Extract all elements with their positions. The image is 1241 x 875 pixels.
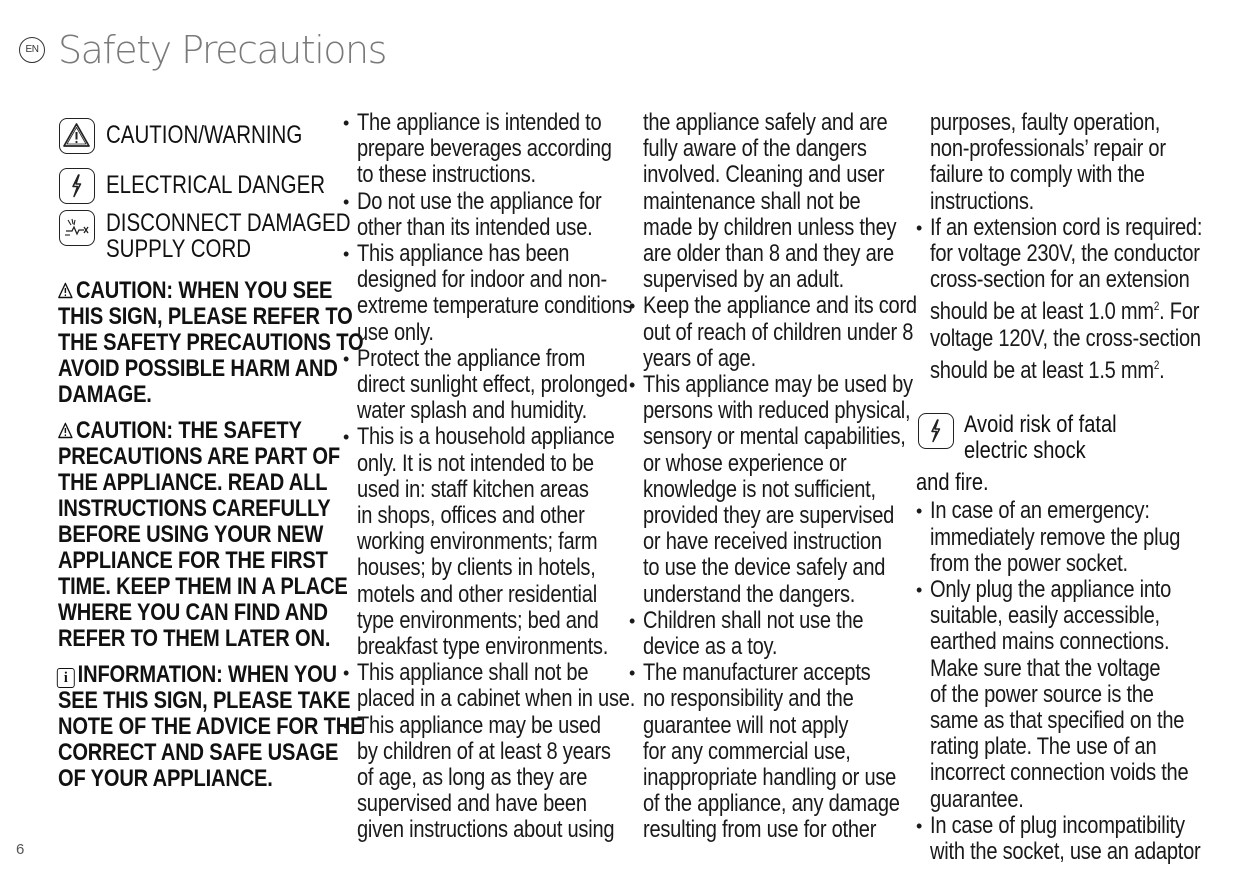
- line: the appliance safely and are: [643, 109, 888, 136]
- line: inappropriate handling or use: [643, 764, 897, 792]
- line: knowledge is not sufficient,: [643, 475, 876, 503]
- list-item: [629, 660, 901, 843]
- note-line: INSTRUCTIONS CAREFULLY: [58, 495, 331, 522]
- page-number: 6: [16, 841, 25, 858]
- line: purposes, faulty operation,: [930, 109, 1161, 136]
- instructions-column-3: [629, 109, 917, 844]
- line: Children shall not use the: [643, 606, 864, 634]
- note-line: PRECAUTIONS ARE PART OF: [58, 443, 340, 470]
- instructions-column-2: [343, 109, 636, 844]
- electric-shock-heading-tail: [916, 470, 1206, 496]
- line: . For: [1159, 298, 1200, 326]
- list-item: [916, 110, 1206, 215]
- legend-label: CAUTION/WARNING: [106, 121, 303, 149]
- bullet-list: [916, 498, 1206, 865]
- line: of age, as long as they are: [357, 764, 588, 792]
- note-line: REFER TO THEM LATER ON.: [58, 625, 331, 652]
- page-header: [0, 0, 1241, 100]
- line: working environments; farm: [357, 528, 598, 556]
- line: If an extension cord is required:: [930, 213, 1203, 241]
- note-line: DAMAGE.: [58, 381, 152, 408]
- heading-line: electric shock: [964, 437, 1086, 465]
- line: type environments; bed and: [357, 606, 599, 634]
- line: cross-section for an extension: [930, 266, 1190, 294]
- legend-caution-warning: [58, 110, 324, 150]
- line: supervised and have been: [357, 790, 587, 818]
- list-item: [343, 659, 636, 713]
- line: houses; by clients in hotels,: [357, 554, 596, 582]
- info-icon: i: [57, 668, 75, 688]
- line: direct sunlight effect, prolonged: [357, 371, 628, 399]
- list-item: [629, 110, 901, 293]
- line: water splash and humidity.: [357, 397, 587, 425]
- note-line: THE APPLIANCE. READ ALL: [58, 469, 328, 496]
- information-note: [58, 661, 364, 792]
- electric-shock-heading: [916, 412, 1206, 470]
- bullet-list-extension-cord: [916, 215, 1206, 385]
- lightning-bolt-icon: [918, 413, 954, 449]
- superscript: 2: [1153, 299, 1160, 314]
- warning-triangle-icon: [59, 118, 95, 154]
- list-item: [343, 240, 633, 346]
- line: breakfast type environments.: [357, 633, 609, 661]
- note-line: WHERE YOU CAN FIND AND: [58, 599, 328, 626]
- line: made by children unless they: [643, 213, 897, 241]
- line: are older than 8 and they are: [643, 240, 894, 268]
- line: out of reach of children under 8: [643, 318, 914, 346]
- legend-electrical-danger: [58, 160, 324, 200]
- bullet-list: [343, 109, 636, 844]
- caution-note-sign: [58, 277, 364, 408]
- note-line: NOTE OF THE ADVICE FOR THE: [58, 713, 364, 740]
- line: Make sure that the voltage: [930, 654, 1161, 682]
- line: should be at least 1.5 mm: [930, 357, 1154, 385]
- list-item: [343, 713, 615, 844]
- line: years of age.: [643, 344, 756, 372]
- line: provided they are supervised: [643, 502, 895, 530]
- line: other than its intended use.: [357, 213, 593, 241]
- list-item: [343, 344, 628, 425]
- line: resulting from use for other: [643, 816, 877, 844]
- note-line: BEFORE USING YOUR NEW: [58, 521, 324, 548]
- damaged-cord-icon: [59, 210, 95, 246]
- line: supervised by an adult.: [643, 266, 844, 294]
- line: non-professionals’ repair or: [930, 135, 1166, 163]
- line: used in: staff kitchen areas: [357, 475, 589, 503]
- bullet-list: [916, 110, 1206, 215]
- line: maintenance shall not be: [643, 187, 861, 215]
- line: in shops, offices and other: [357, 502, 585, 530]
- note-line: THIS SIGN, PLEASE REFER TO: [58, 303, 353, 330]
- line: voltage 120V, the cross-section: [930, 324, 1201, 352]
- line: Protect the appliance from: [357, 344, 586, 372]
- line: The appliance is intended to: [357, 109, 602, 136]
- line: In case of an emergency:: [930, 497, 1150, 525]
- note-line: CORRECT AND SAFE USAGE: [58, 739, 339, 766]
- line: to these instructions.: [357, 161, 536, 189]
- heading-line: and fire.: [916, 469, 989, 497]
- line: This appliance may be used by: [643, 371, 913, 399]
- line: fully aware of the dangers: [643, 135, 867, 163]
- line: sensory or mental capabilities,: [643, 423, 906, 451]
- line: This appliance may be used: [357, 711, 601, 739]
- line: of the appliance, any damage: [643, 790, 900, 818]
- bullet-list: [629, 109, 917, 844]
- note-line: OF YOUR APPLIANCE.: [58, 765, 273, 792]
- line: with the socket, use an adaptor: [930, 837, 1201, 865]
- line: This appliance shall not be: [357, 659, 589, 687]
- note-line: SEE THIS SIGN, PLEASE TAKE: [58, 687, 351, 714]
- line: The manufacturer accepts: [643, 659, 871, 687]
- page-title: Safety Precautions: [58, 28, 386, 72]
- superscript: 2: [1153, 357, 1160, 372]
- line: In case of plug incompatibility: [930, 811, 1185, 839]
- note-line: AVOID POSSIBLE HARM AND: [58, 355, 338, 382]
- line: designed for indoor and non-: [357, 266, 608, 294]
- note-line: CAUTION: WHEN YOU SEE: [76, 277, 333, 304]
- line: motels and other residential: [357, 580, 597, 608]
- list-item: [343, 110, 615, 189]
- instructions-column-4: [916, 110, 1206, 865]
- line: immediately remove the plug: [930, 523, 1181, 551]
- line: Do not use the appliance for: [357, 187, 602, 215]
- list-item: [343, 424, 615, 660]
- caution-note-read-instructions: [58, 417, 348, 652]
- line: rating plate. The use of an: [930, 733, 1157, 761]
- legend-column: [58, 110, 364, 802]
- list-item: [916, 813, 1206, 865]
- line: use only.: [357, 318, 434, 346]
- legend-damaged-cord: [58, 209, 351, 268]
- line: guarantee will not apply: [643, 711, 849, 739]
- legend-label-line: DISCONNECT DAMAGED: [106, 209, 351, 237]
- note-line: APPLIANCE FOR THE FIRST: [58, 547, 328, 574]
- line: guarantee.: [930, 785, 1024, 813]
- line: suitable, easily accessible,: [930, 602, 1160, 630]
- note-line: THE SAFETY PRECAUTIONS TO: [58, 329, 364, 356]
- line: This appliance has been: [357, 240, 570, 268]
- line: of the power source is the: [930, 680, 1154, 708]
- list-item: [629, 292, 917, 372]
- list-item: [916, 577, 1206, 813]
- list-item: [916, 215, 1206, 385]
- line: This is a household appliance: [357, 423, 615, 451]
- line: no responsibility and the: [643, 685, 854, 713]
- legend-label: ELECTRICAL DANGER: [106, 171, 326, 199]
- line: to use the device safely and: [643, 554, 886, 582]
- line: earthed mains connections.: [930, 628, 1170, 656]
- line: Keep the appliance and its cord: [643, 292, 917, 320]
- line: or have received instruction: [643, 528, 882, 556]
- line: incorrect connection voids the: [930, 759, 1189, 787]
- list-item: [629, 608, 901, 660]
- warning-triangle-icon: [58, 422, 73, 439]
- lightning-bolt-icon: [59, 168, 95, 204]
- line: for any commercial use,: [643, 737, 851, 765]
- line: prepare beverages according: [357, 135, 612, 163]
- line: same as that specified on the: [930, 706, 1185, 734]
- note-line: CAUTION: THE SAFETY: [76, 417, 302, 444]
- line: only. It is not intended to be: [357, 449, 594, 477]
- warning-triangle-icon: [58, 282, 73, 299]
- line: from the power socket.: [930, 549, 1128, 577]
- line: persons with reduced physical,: [643, 397, 911, 425]
- line: or whose experience or: [643, 449, 847, 477]
- line: should be at least 1.0 mm: [930, 298, 1154, 326]
- line: for voltage 230V, the conductor: [930, 240, 1200, 268]
- line: device as a toy.: [643, 633, 778, 661]
- line: .: [1159, 357, 1165, 385]
- line: understand the dangers.: [643, 580, 856, 608]
- heading-line: Avoid risk of fatal: [964, 411, 1117, 439]
- list-item: [916, 498, 1206, 577]
- note-line: TIME. KEEP THEM IN A PLACE: [58, 573, 348, 600]
- language-badge: EN: [19, 37, 45, 63]
- note-line: INFORMATION: WHEN YOU: [77, 661, 337, 688]
- line: extreme temperature conditions: [357, 292, 633, 320]
- list-item: [629, 371, 913, 608]
- line: involved. Cleaning and user: [643, 161, 885, 189]
- line: by children of at least 8 years: [357, 737, 611, 765]
- line: failure to comply with the: [930, 161, 1145, 189]
- line: placed in a cabinet when in use.: [357, 685, 636, 713]
- line: Only plug the appliance into: [930, 575, 1172, 603]
- line: instructions.: [930, 187, 1034, 215]
- legend-label-line: SUPPLY CORD: [106, 235, 252, 263]
- line: given instructions about using: [357, 816, 615, 844]
- list-item: [343, 189, 615, 241]
